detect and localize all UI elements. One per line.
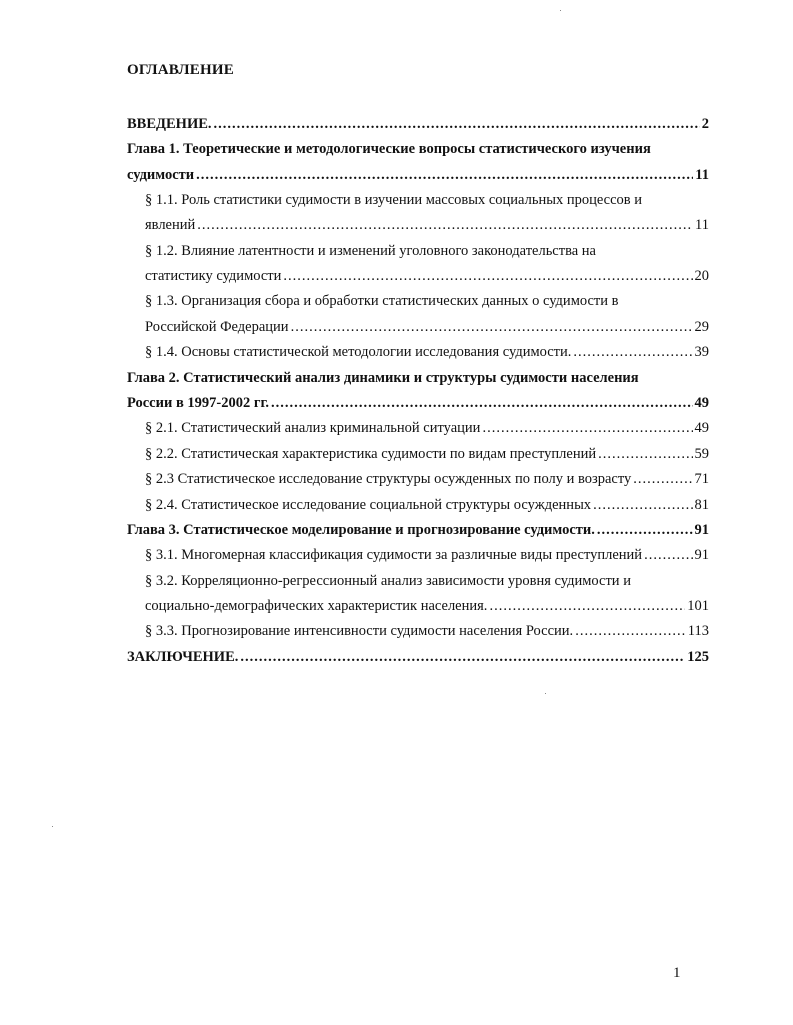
- toc-entry-page: 2: [701, 116, 709, 132]
- toc-chapter-2[interactable]: [127, 394, 709, 412]
- dot-leader: [573, 343, 692, 361]
- dot-leader: [214, 115, 700, 133]
- dot-leader: [291, 318, 693, 336]
- dot-leader: [575, 622, 686, 640]
- toc-entry-label: Глава 3. Статистическое моделирование и прогнозирование судимости.: [127, 522, 595, 538]
- toc-entry-page: 49: [694, 395, 709, 411]
- toc-section-2-3[interactable]: [145, 470, 709, 488]
- dot-leader: [283, 267, 692, 285]
- dot-leader: [597, 521, 693, 539]
- toc-entry-label: § 3.1. Многомерная классификация судимости за различные виды преступлений: [145, 547, 643, 563]
- toc-entry-page: 20: [694, 268, 709, 284]
- toc-entry-page: 11: [695, 217, 709, 233]
- toc-entry-label: § 3.3. Прогнозирование интенсивности судимости населения России.: [145, 623, 574, 639]
- dot-leader: [633, 470, 692, 488]
- toc-chapter-1-line1[interactable]: Глава 1. Теоретические и методологические вопросы статистического изучения: [127, 141, 651, 157]
- dot-leader: [489, 597, 685, 615]
- toc-entry-intro[interactable]: [127, 115, 709, 133]
- toc-entry-page: 91: [694, 522, 709, 538]
- dot-leader: [240, 648, 685, 666]
- toc-section-1-2[interactable]: [145, 267, 709, 285]
- toc-section-1-4[interactable]: [145, 343, 709, 361]
- toc-entry-label: § 2.3 Статистическое исследование структуры осужденных по полу и возрасту: [145, 471, 632, 487]
- toc-section-1-2-line1[interactable]: § 1.2. Влияние латентности и изменений уголовного законодательства на: [145, 243, 596, 259]
- dot-leader: [271, 394, 692, 412]
- toc-entry-label: § 2.2. Статистическая характеристика судимости по видам преступлений: [145, 446, 597, 462]
- toc-entry-page: 125: [687, 649, 709, 665]
- dot-leader: [197, 216, 693, 234]
- toc-entry-label: России в 1997-2002 гг.: [127, 395, 270, 411]
- toc-section-3-2-line1[interactable]: § 3.2. Корреляционно-регрессионный анализ зависимости уровня судимости и: [145, 573, 631, 589]
- dot-leader: [598, 445, 692, 463]
- dot-leader: [644, 546, 692, 564]
- toc-entry-page: 11: [695, 167, 709, 183]
- dot-leader: [196, 166, 693, 184]
- toc-section-1-1-line1[interactable]: § 1.1. Роль статистики судимости в изучении массовых социальных процессов и: [145, 192, 643, 208]
- toc-entry-page: 91: [694, 547, 709, 563]
- toc-entry-page: 29: [694, 319, 709, 335]
- toc-chapter-1[interactable]: [127, 166, 709, 184]
- toc-entry-page: 113: [687, 623, 709, 639]
- dot-leader: [593, 496, 692, 514]
- toc-entry-label: § 2.1. Статистический анализ криминальной ситуации: [145, 420, 481, 436]
- toc-section-3-1[interactable]: [145, 546, 709, 564]
- toc-chapter-2-line1[interactable]: Глава 2. Статистический анализ динамики и структуры судимости населения: [127, 370, 639, 386]
- toc-chapter-3[interactable]: [127, 521, 709, 539]
- toc-section-1-1[interactable]: [145, 216, 709, 234]
- toc-entry-label: явлений: [145, 217, 196, 233]
- toc-entry-label: Российской Федерации: [145, 319, 289, 335]
- scan-speck: [52, 826, 53, 827]
- toc-entry-label: § 1.4. Основы статистической методологии исследования судимости.: [145, 344, 572, 360]
- toc-section-2-1[interactable]: [145, 419, 709, 437]
- toc-entry-conclusion[interactable]: [127, 648, 709, 666]
- toc-entry-label: ВВЕДЕНИЕ.: [127, 116, 212, 132]
- dot-leader: [482, 419, 692, 437]
- page-title: ОГЛАВЛЕНИЕ: [127, 62, 234, 78]
- toc-entry-page: 59: [694, 446, 709, 462]
- toc-entry-label: социально-демографических характеристик населения.: [145, 598, 488, 614]
- page-number: 1: [673, 965, 681, 981]
- toc-entry-label: § 2.4. Статистическое исследование социальной структуры осужденных: [145, 497, 592, 513]
- toc-entry-page: 49: [694, 420, 709, 436]
- toc-entry-label: статистику судимости: [145, 268, 282, 284]
- toc-entry-page: 81: [694, 497, 709, 513]
- toc-section-1-3-line1[interactable]: § 1.3. Организация сбора и обработки статистических данных о судимости в: [145, 293, 619, 309]
- toc-entry-page: 101: [687, 598, 709, 614]
- toc-section-2-4[interactable]: [145, 496, 709, 514]
- toc-entry-page: 39: [694, 344, 709, 360]
- toc-section-2-2[interactable]: [145, 445, 709, 463]
- toc-entry-label: судимости: [127, 167, 195, 183]
- toc-entry-label: ЗАКЛЮЧЕНИЕ.: [127, 649, 239, 665]
- scan-speck: [545, 693, 546, 694]
- toc-section-1-3[interactable]: [145, 318, 709, 336]
- toc-section-3-3[interactable]: [145, 622, 709, 640]
- toc-section-3-2[interactable]: [145, 597, 709, 615]
- scan-speck: [560, 10, 561, 11]
- toc-entry-page: 71: [694, 471, 709, 487]
